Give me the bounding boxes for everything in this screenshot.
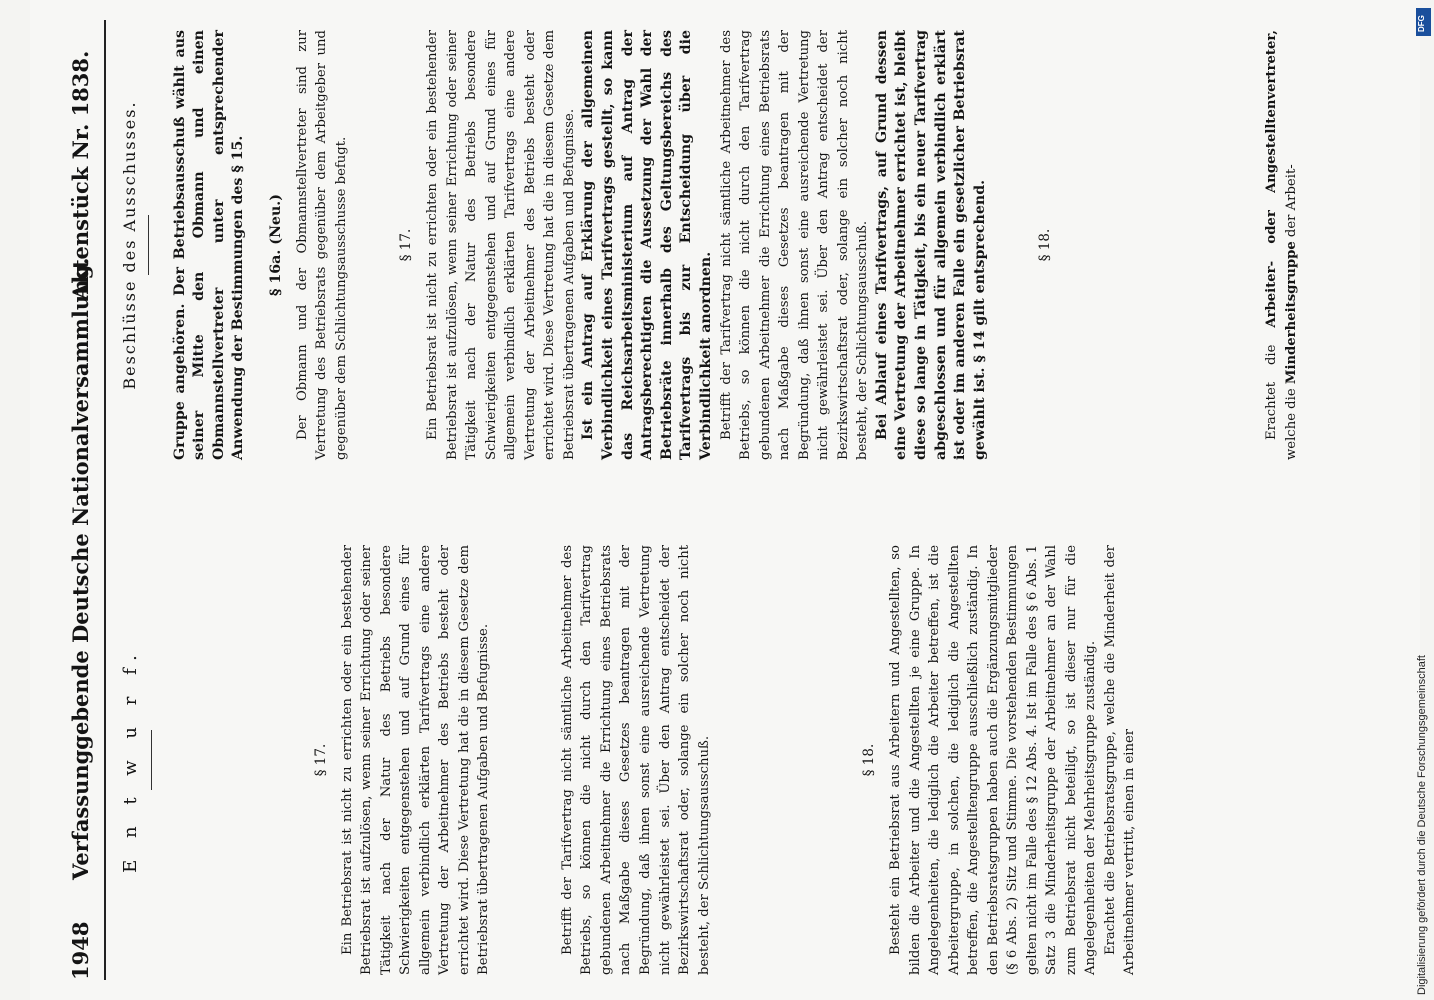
column-heading-committee: Beschlüsse des Ausschusses. [120,100,139,390]
section-16a-paragraph: Der Obmann und der Obmannstellvertreter sind zur Vertretung des Betriebsrats gegenüber dem Arbeitgeber und gegenüber dem Schlichtungsausschusse befugt. [294,30,349,460]
section-17-paragraph-2: Betrifft der Tarifvertrag nicht sämtliche Arbeitnehmer des Betriebs, so können die nicht durch den Tarifvertrag gebundenen Arbeitnehmer die Errichtung eines Betriebsrats nach Maßgabe dieses Gesetzes beantragen mit der Begründung, daß ihnen sonst eine ausreichende Vertretung nicht gewährleistet sei. Über den Antrag entscheidet der Bezirkswirtschaftsrat oder, solange ein solcher noch nicht besteht, der Schlichtungsausschuß. [718,30,871,460]
column-draft [118,545,1140,975]
document-reference: Aktenstück Nr. 1838. [68,50,93,300]
section-17-bold-insert-1: Ist ein Antrag auf Erklärung der allgemeinen Verbindlichkeit eines Tarifvertrags gestellt, so kann das Reichsarbeitsministerium auf Antrag der Antragsberechtigten die Aussetzung der Wahl der Betriebsräte innerhalb des Geltungsbereichs des Tarifvertrags bis zur Entscheidung über die Verbindlichkeit anordnen. [580,30,715,460]
section-18-paragraph-2: Erachtet die Betriebsratsgruppe, welche die Minderheit der Arbeitnehmer vertritt, einen in einer [1102,545,1138,975]
continuation-bold-text: Gruppe angehören. Der Betriebsausschuß wählt aus seiner Mitte den Obmann und einen Obmannstellvertreter unter entsprechender Anwendung der Bestimmungen des § 15. [171,30,247,460]
section-18-title: § 18. [1037,228,1054,262]
page-number: 1948 [68,921,93,980]
section-18-paragraph-2: Erachtet die Arbeiter- oder Angestelltenvertreter, welche die Minderheitsgruppe der Arbeit- [1264,30,1299,460]
section-18-title: § 18. [861,743,878,777]
column-committee [118,30,1301,460]
section-17-paragraph-1: Ein Betriebsrat ist nicht zu errichten oder ein bestehender Betriebsrat ist aufzulösen, wenn seiner Errichtung oder seiner Tätigkeit nach der Natur des Betriebs besondere Schwierigkeiten entgegenstehen und auf Grund eines für allgemein verbindlich erklärten Tarifvertrags eine andere Vertretung der Arbeitnehmer des Betriebs besteht oder errichtet wird. Diese Vertretung hat die in diesem Gesetze dem Betriebsrat übertragenen Aufgaben und Befugnisse. [425,30,577,460]
page-title: Verfassunggebende Deutsche Nationalversammlung. [68,257,93,880]
dfg-logo: DFG [1416,8,1431,36]
section-17-paragraph-1: Ein Betriebsrat ist nicht zu errichten oder ein bestehender Betriebsrat ist aufzulösen, wenn seiner Errichtung oder seiner Tätigkeit nach der Natur des Betriebs besondere Schwierigkeiten entgegenstehen und auf Grund eines für allgemein verbindlich erklärten Tarifvertrags eine andere Vertretung der Arbeitnehmer des Betriebs besteht oder errichtet wird. Diese Vertretung hat die in diesem Gesetze dem Betriebsrat übertragenen Aufgaben und Befugnisse. [339,545,492,975]
header-rule [104,20,106,980]
digitization-note: Digitalisierung gefördert durch die Deutsche Forschungsgemeinschaft [1416,655,1428,995]
column-heading-rule [148,215,149,275]
column-heading-draft: E n t w u r f. [120,647,141,873]
section-17-title: § 17. [312,743,329,777]
rotated-page-content [30,0,1420,1000]
digitization-sidebar [1414,0,1434,1000]
page-header [68,0,104,1000]
section-17-bold-insert-2: Bei Ablauf eines Tarifvertrags, auf Grund dessen eine Vertretung der Arbeitnehmer errichtet ist, bleibt diese so lange in Tätigkeit, bis ein neuer Tarifvertrag abgeschlossen und für allgemein verbindlich erklärt ist oder im anderen Falle ein gesetzlicher Betriebsrat gewählt ist. § 14 gilt entsprechend. [873,30,988,460]
section-18-paragraph-1: Besteht ein Betriebsrat aus Arbeitern und Angestellten, so bilden die Arbeiter und die Angestellten je eine Gruppe. In Angelegenheiten, die lediglich die Arbeiter betreffen, ist die Arbeitergruppe, in solchen, die lediglich die Angestellten betreffen, die Angestelltengruppe ausschließlich zuständig. In den Betriebsratsgruppen haben auch die Ergänzungsmitglieder (§ 6 Abs. 2) Sitz und Stimme. Die vorstehenden Bestimmungen gelten nicht im Falle des § 12 Abs. 4. Ist im Falle des § 6 Abs. 1 Satz 3 die Minderheitsgruppe der Arbeitnehmer an der Wahl zum Betriebsrat nicht beteiligt, so ist dieser nur für die Angelegenheiten der Mehrheitsgruppe zuständig. [888,545,1099,975]
scanned-page [30,0,1420,1000]
section-16a-title: § 16a. (Neu.) [268,194,285,296]
section-17-title: § 17. [398,228,415,262]
section-17-paragraph-2: Betrifft der Tarifvertrag nicht sämtliche Arbeitnehmer des Betriebs, so können die nicht durch den Tarifvertrag gebundenen Arbeitnehmer die Errichtung eines Betriebsrats nach Maßgabe dieses Gesetzes beantragen mit der Begründung, daß ihnen sonst eine ausreichende Vertretung nicht gewährleistet sei. Über den Antrag entscheidet der Bezirkswirtschaftsrat oder, solange ein solcher noch nicht besteht, der Schlichtungsausschuß. [559,545,712,975]
column-heading-rule [151,730,152,790]
